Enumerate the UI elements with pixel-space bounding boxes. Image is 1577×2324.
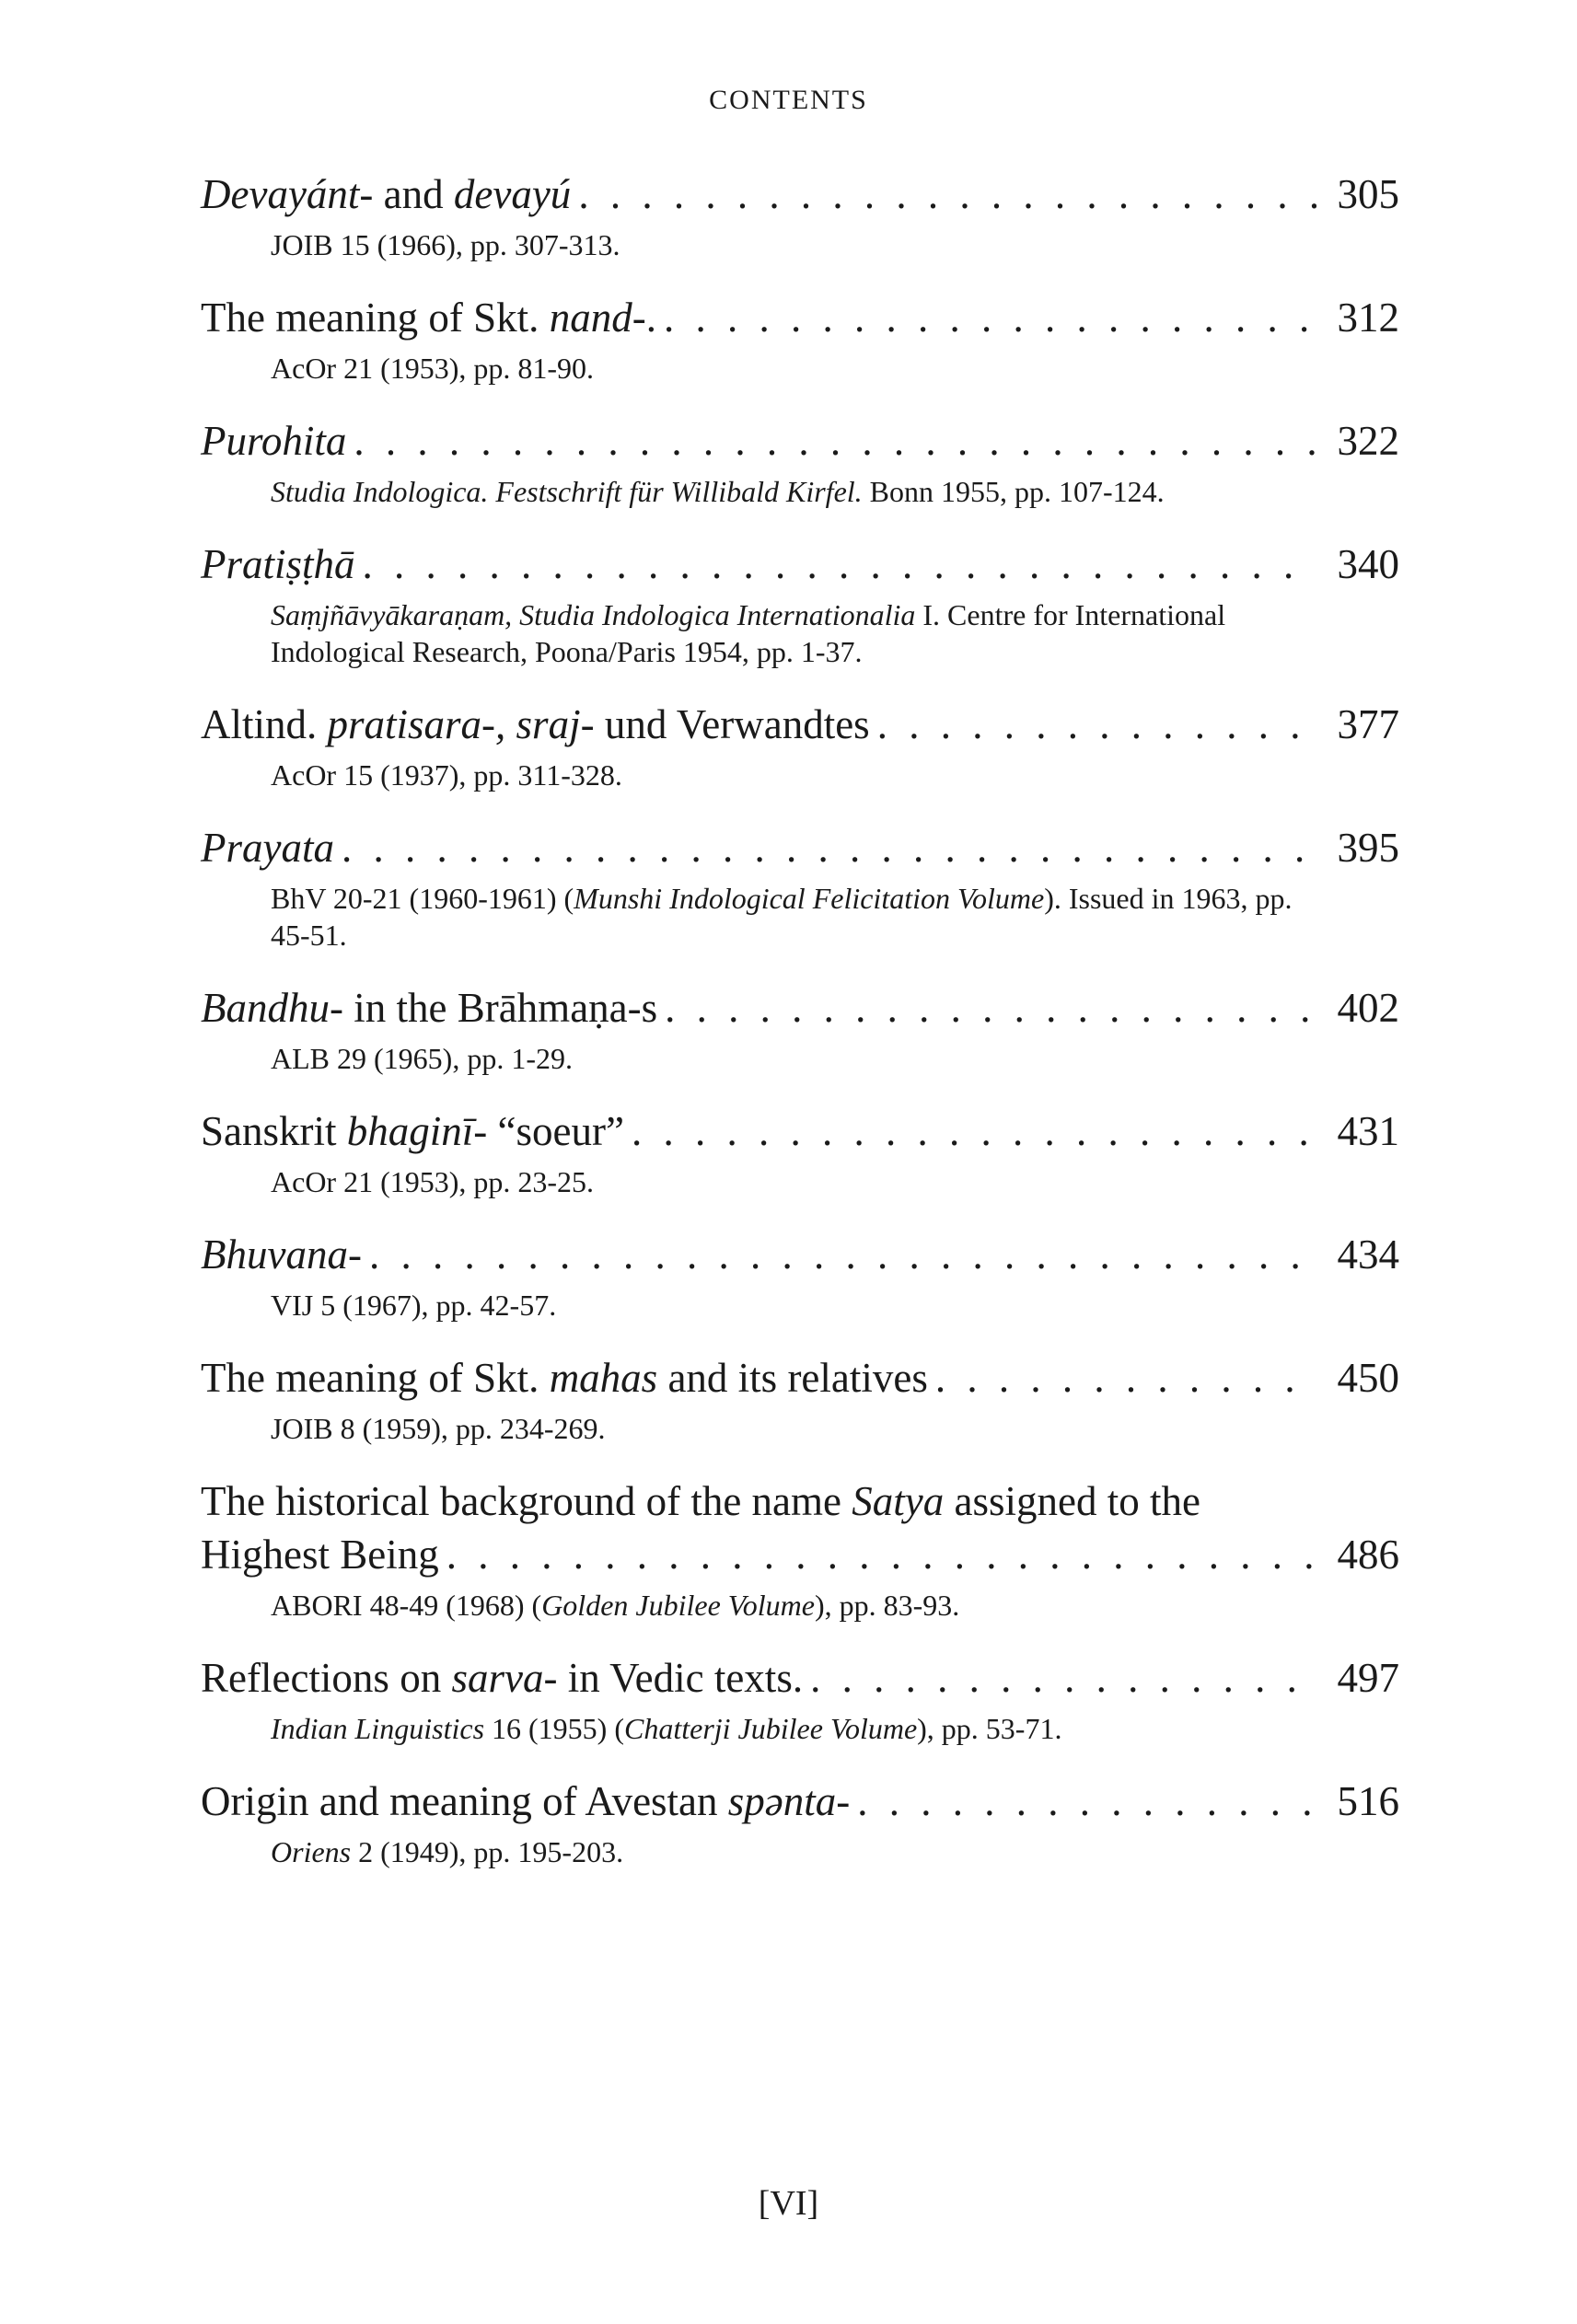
entry-page-number: 497 bbox=[1337, 1655, 1399, 1701]
title-segment: Satya bbox=[852, 1478, 945, 1524]
toc-entry bbox=[201, 981, 1399, 1077]
source-segment: I. Centre for International Indological Research, Poona/Paris 1954, pp. 1-37. bbox=[271, 598, 1226, 668]
entry-page-number: 431 bbox=[1337, 1108, 1399, 1154]
title-segment: The historical background of the name bbox=[201, 1478, 852, 1524]
title-segment: and its relatives bbox=[657, 1355, 928, 1401]
entry-title bbox=[201, 1651, 803, 1705]
entry-page-number: 305 bbox=[1337, 171, 1399, 217]
entry-source bbox=[271, 1587, 1297, 1624]
title-segment: Purohita bbox=[201, 418, 347, 464]
title-segment: Pratiṣṭhā bbox=[201, 541, 355, 587]
entry-page-number: 340 bbox=[1337, 541, 1399, 587]
entry-source bbox=[271, 1163, 1297, 1200]
title-segment: in Vedic texts. bbox=[557, 1655, 804, 1701]
dot-leader bbox=[857, 1775, 1316, 1828]
entry-page-number: 450 bbox=[1337, 1355, 1399, 1401]
toc-entry bbox=[201, 1474, 1399, 1624]
title-segment: Highest Being bbox=[201, 1532, 439, 1578]
entry-source bbox=[271, 1410, 1297, 1447]
entry-title bbox=[201, 538, 355, 591]
dot-leader bbox=[877, 698, 1316, 751]
dot-leader bbox=[354, 414, 1316, 468]
entry-title-first-line bbox=[201, 1474, 1399, 1528]
source-segment: Golden Jubilee Volume bbox=[541, 1589, 815, 1622]
title-segment: Prayata bbox=[201, 825, 334, 871]
source-segment: Bonn 1955, pp. 107-124. bbox=[862, 475, 1165, 508]
source-segment: Chatterji Jubilee Volume bbox=[623, 1712, 918, 1745]
entry-title bbox=[201, 1228, 362, 1281]
title-segment: Origin and meaning of Avestan bbox=[201, 1778, 728, 1824]
entry-page-number: 486 bbox=[1337, 1532, 1399, 1578]
title-segment: pratisara-, sraj- bbox=[327, 701, 595, 747]
dot-leader bbox=[342, 821, 1316, 874]
dot-leader bbox=[578, 168, 1316, 221]
title-segment: The meaning of Skt. bbox=[201, 295, 550, 341]
entry-source bbox=[271, 1287, 1297, 1324]
entry-page-number: 516 bbox=[1337, 1778, 1399, 1824]
entry-source bbox=[271, 226, 1297, 263]
title-segment: Bhuvana- bbox=[201, 1231, 362, 1278]
toc-entry bbox=[201, 1775, 1399, 1870]
entry-page-number: 322 bbox=[1337, 418, 1399, 464]
source-segment: ABORI 48-49 (1968) ( bbox=[271, 1589, 542, 1622]
source-segment: Indian Linguistics bbox=[271, 1712, 485, 1745]
entry-title-row bbox=[201, 821, 1399, 874]
entry-title bbox=[201, 1528, 439, 1581]
entry-title bbox=[201, 1104, 624, 1158]
entry-page-number: 434 bbox=[1337, 1231, 1399, 1278]
title-segment: Devayánt- bbox=[201, 171, 374, 217]
entry-title bbox=[201, 981, 657, 1035]
entry-title-row bbox=[201, 981, 1399, 1035]
source-segment: Saṃjñāvyākaraṇam, Studia Indologica Internationalia bbox=[271, 598, 916, 631]
source-segment: ). Issued in 1963, pp. 45-51. bbox=[271, 882, 1293, 952]
toc-entry bbox=[201, 1351, 1399, 1447]
source-segment: ALB 29 (1965), pp. 1-29. bbox=[271, 1042, 573, 1075]
source-segment: Oriens bbox=[271, 1835, 352, 1868]
entry-page-number: 312 bbox=[1337, 295, 1399, 341]
title-segment: devayú bbox=[453, 171, 572, 217]
source-segment: Studia Indologica. Festschrift für Willibald Kirfel. bbox=[271, 475, 863, 508]
entry-page-number: 395 bbox=[1337, 825, 1399, 871]
entry-title bbox=[201, 291, 656, 344]
toc-entry bbox=[201, 1228, 1399, 1324]
entry-source bbox=[271, 1833, 1297, 1870]
title-segment: Reflections on bbox=[201, 1655, 452, 1701]
title-segment: and bbox=[373, 171, 454, 217]
page-title: CONTENTS bbox=[709, 85, 868, 115]
toc-entry bbox=[201, 538, 1399, 670]
title-segment: spənta- bbox=[727, 1778, 851, 1824]
title-segment: sarva- bbox=[451, 1655, 558, 1701]
source-segment: JOIB 8 (1959), pp. 234-269. bbox=[271, 1412, 606, 1445]
dot-leader bbox=[369, 1228, 1316, 1281]
dot-leader bbox=[665, 981, 1316, 1035]
entry-source bbox=[271, 757, 1297, 793]
entry-title-row bbox=[201, 1651, 1399, 1705]
entry-title-row bbox=[201, 168, 1399, 221]
toc-entry bbox=[201, 1104, 1399, 1200]
dot-leader bbox=[632, 1104, 1316, 1158]
title-segment: und Verwandtes bbox=[594, 701, 870, 747]
title-segment: . bbox=[645, 295, 656, 341]
toc-entry bbox=[201, 414, 1399, 510]
entry-title bbox=[201, 1351, 928, 1405]
entry-source bbox=[271, 350, 1297, 387]
entry-title bbox=[201, 414, 346, 468]
entry-title-row bbox=[201, 538, 1399, 591]
title-segment: “soeur” bbox=[487, 1108, 624, 1154]
source-segment: AcOr 15 (1937), pp. 311-328. bbox=[271, 758, 622, 792]
toc-entry bbox=[201, 698, 1399, 793]
title-segment: in the Brāhmaṇa-s bbox=[342, 985, 658, 1031]
entry-title bbox=[201, 1775, 850, 1828]
title-segment: Altind. bbox=[201, 701, 328, 747]
entry-title bbox=[201, 698, 870, 751]
entry-title-row bbox=[201, 291, 1399, 344]
toc-entry bbox=[201, 821, 1399, 954]
entry-source bbox=[271, 1040, 1297, 1077]
dot-leader bbox=[810, 1651, 1316, 1705]
entry-page-number: 402 bbox=[1337, 985, 1399, 1031]
entry-title bbox=[201, 168, 571, 221]
source-segment: BhV 20-21 (1960-1961) ( bbox=[271, 882, 574, 915]
entry-title-row bbox=[201, 1528, 1399, 1581]
source-segment: JOIB 15 (1966), pp. 307-313. bbox=[271, 228, 620, 261]
title-segment: assigned to the bbox=[944, 1478, 1200, 1524]
title-segment: bhaginī- bbox=[346, 1108, 488, 1154]
source-segment: 16 (1955) ( bbox=[484, 1712, 624, 1745]
dot-leader bbox=[664, 291, 1316, 344]
entry-source bbox=[271, 596, 1297, 670]
dot-leader bbox=[935, 1351, 1316, 1405]
entry-title-row bbox=[201, 1775, 1399, 1828]
entry-title-row bbox=[201, 1104, 1399, 1158]
entry-title-row bbox=[201, 414, 1399, 468]
entry-title-row bbox=[201, 1228, 1399, 1281]
entry-title bbox=[201, 821, 334, 874]
title-segment: Bandhu- bbox=[201, 985, 343, 1031]
dot-leader bbox=[446, 1528, 1316, 1581]
table-of-contents bbox=[201, 168, 1399, 1870]
source-segment: 2 (1949), pp. 195-203. bbox=[351, 1835, 624, 1868]
title-segment: mahas bbox=[549, 1355, 658, 1401]
title-segment: The meaning of Skt. bbox=[201, 1355, 550, 1401]
entry-source bbox=[271, 880, 1297, 954]
source-segment: Munshi Indological Felicitation Volume bbox=[574, 882, 1045, 915]
page-number-footer: [VI] bbox=[758, 2184, 819, 2223]
source-segment: ), pp. 53-71. bbox=[917, 1712, 1062, 1745]
title-segment: Sanskrit bbox=[201, 1108, 347, 1154]
title-segment: nand- bbox=[549, 295, 646, 341]
entry-source bbox=[271, 473, 1297, 510]
toc-entry bbox=[201, 291, 1399, 387]
source-segment: ), pp. 83-93. bbox=[814, 1589, 960, 1622]
entry-title-row bbox=[201, 698, 1399, 751]
toc-entry bbox=[201, 168, 1399, 263]
dot-leader bbox=[363, 538, 1316, 591]
source-segment: AcOr 21 (1953), pp. 23-25. bbox=[271, 1165, 595, 1198]
source-segment: AcOr 21 (1953), pp. 81-90. bbox=[271, 352, 595, 385]
entry-page-number: 377 bbox=[1337, 701, 1399, 747]
entry-title-row bbox=[201, 1351, 1399, 1405]
toc-entry bbox=[201, 1651, 1399, 1747]
entry-source bbox=[271, 1710, 1297, 1747]
source-segment: VIJ 5 (1967), pp. 42-57. bbox=[271, 1289, 557, 1322]
